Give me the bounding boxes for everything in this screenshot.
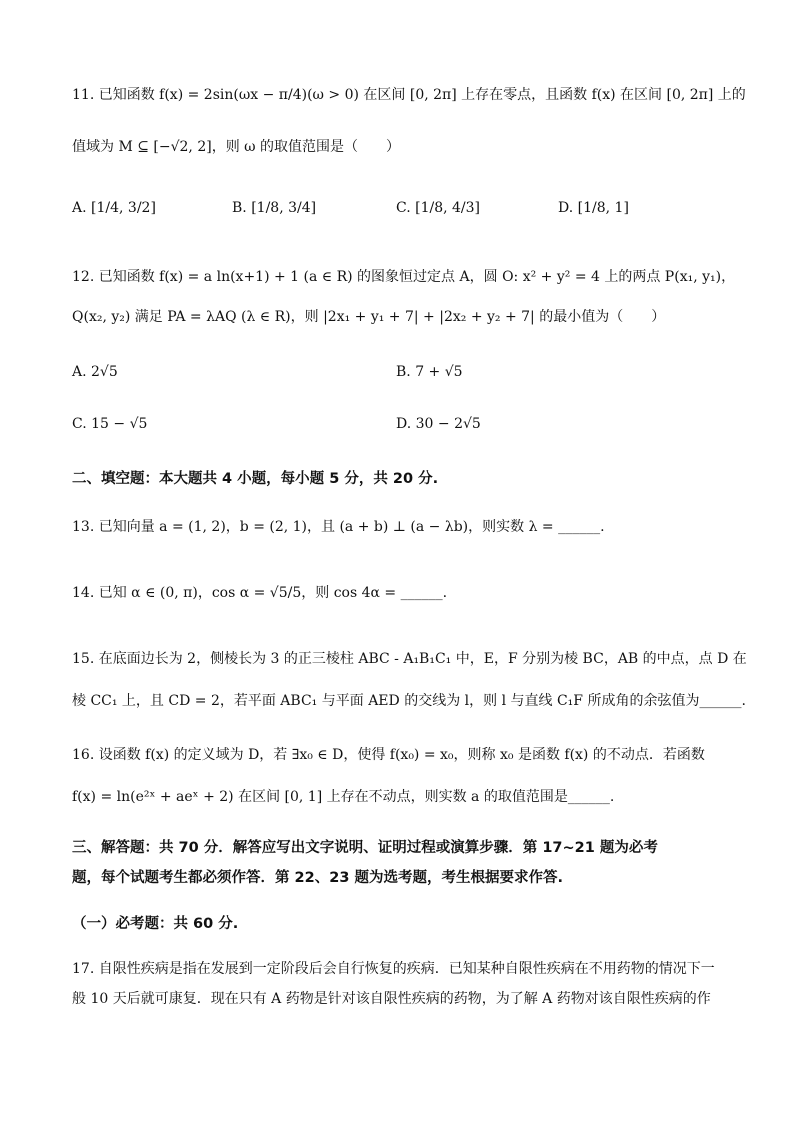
option-value: [1/4, 3/2] xyxy=(91,200,156,216)
q14-text: 14. 已知 α ∈ (0, π)，cos α = √5/5，则 cos 4α = ______. xyxy=(72,585,448,601)
option-label: D. xyxy=(396,416,412,432)
q15-line1: 15. 在底面边长为 2，侧棱长为 3 的正三棱柱 ABC - A₁B₁C₁ 中，E，F 分别为棱 BC，AB 的中点，点 D 在 xyxy=(72,651,747,667)
option-value: [1/8, 3/4] xyxy=(251,200,317,216)
option-value: 7 + √5 xyxy=(415,364,463,380)
q12-line1: 12. 已知函数 f(x) = a ln(x+1) + 1 (a ∈ R) 的图象恒过定点 A，圆 O: x² + y² = 4 上的两点 P(x₁, y₁)， xyxy=(72,269,736,285)
q11-option-c xyxy=(396,200,480,216)
option-value: 30 − 2√5 xyxy=(415,416,481,432)
q13-text: 13. 已知向量 a = (1, 2)，b = (2, 1)，且 (a + b) ⊥ (a − λb)，则实数 λ = ______. xyxy=(72,519,605,535)
q12-option-a xyxy=(72,364,118,380)
option-value: 2√5 xyxy=(91,364,118,380)
option-label: A. xyxy=(72,364,87,380)
option-label: D. xyxy=(558,200,574,216)
option-label: A. xyxy=(72,200,87,216)
section3-heading-line2: 题，每个试题考生都必须作答．第 22、23 题为选考题，考生根据要求作答. xyxy=(72,870,563,886)
option-value: 15 − √5 xyxy=(91,416,148,432)
q17-line1: 17. 自限性疾病是指在发展到一定阶段后会自行恢复的疾病．已知某种自限性疾病在不用药物的情况下一 xyxy=(72,961,715,977)
q11-line1: 11. 已知函数 f(x) = 2sin(ωx − π/4)(ω > 0) 在区间 [0, 2π] 上存在零点，且函数 f(x) 在区间 [0, 2π] 上的 xyxy=(72,87,746,103)
option-value: [1/8, 4/3] xyxy=(415,200,481,216)
q11-option-b xyxy=(232,200,316,216)
q12-line2: Q(x₂, y₂) 满足 PA = λAQ (λ ∈ R)，则 |2x₁ + y₁ + 7| + |2x₂ + y₂ + 7| 的最小值为（ ） xyxy=(72,309,666,325)
q17-line2: 般 10 天后就可康复．现在只有 A 药物是针对该自限性疾病的药物，为了解 A 药物对该自限性疾病的作 xyxy=(72,991,711,1007)
q11-option-d xyxy=(558,200,629,216)
option-label: C. xyxy=(396,200,411,216)
option-label: C. xyxy=(72,416,87,432)
q16-line2: f(x) = ln(e²ˣ + aeˣ + 2) 在区间 [0, 1] 上存在不动点，则实数 a 的取值范围是______. xyxy=(72,789,615,805)
q12-option-c xyxy=(72,416,147,432)
q16-line1: 16. 设函数 f(x) 的定义域为 D，若 ∃x₀ ∈ D，使得 f(x₀) = x₀，则称 x₀ 是函数 f(x) 的不动点．若函数 xyxy=(72,747,705,763)
q15-line2: 棱 CC₁ 上，且 CD = 2，若平面 ABC₁ 与平面 AED 的交线为 l，则 l 与直线 C₁F 所成角的余弦值为______. xyxy=(72,693,746,709)
section3-heading-line1: 三、解答题：共 70 分．解答应写出文字说明、证明过程或演算步骤．第 17~21 题为必考 xyxy=(72,840,658,856)
section2-heading: 二、填空题：本大题共 4 小题，每小题 5 分，共 20 分. xyxy=(72,471,439,487)
q12-option-b xyxy=(396,364,463,380)
option-value: [1/8, 1] xyxy=(577,200,629,216)
subsection-heading: （一）必考题：共 60 分. xyxy=(72,916,239,932)
option-label: B. xyxy=(232,200,247,216)
q12-option-d xyxy=(396,416,481,432)
q11-line2: 值域为 M ⊆ [−√2, 2]，则 ω 的取值范围是（ ） xyxy=(72,139,401,155)
q11-option-a xyxy=(72,200,156,216)
option-label: B. xyxy=(396,364,411,380)
